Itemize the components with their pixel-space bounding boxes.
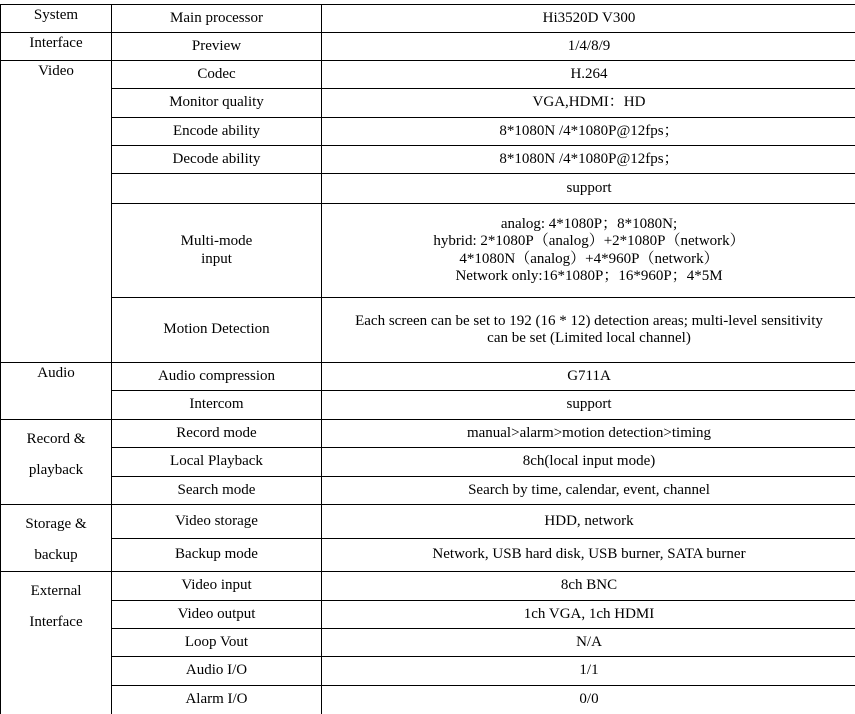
spec-label: Encode ability xyxy=(112,118,322,146)
table-row xyxy=(1,204,855,298)
table-row xyxy=(1,298,855,363)
spec-label: Video output xyxy=(112,601,322,629)
spec-label: Preview xyxy=(112,33,322,61)
category-storage-backup xyxy=(1,505,112,572)
category-system: System xyxy=(1,5,112,33)
table-row xyxy=(1,505,855,539)
table-row xyxy=(1,118,855,146)
spec-value: 8ch BNC xyxy=(322,572,855,601)
spec-value: 1/4/8/9 xyxy=(322,33,855,61)
category-line: Interface xyxy=(1,607,111,638)
spec-value: G711A xyxy=(322,363,855,391)
spec-value: 8*1080N /4*1080P@12fps； xyxy=(322,146,855,174)
table-row xyxy=(1,420,855,448)
spec-value: HDD, network xyxy=(322,505,855,539)
category-line: playback xyxy=(1,455,111,486)
spec-table xyxy=(0,4,855,714)
spec-label: Monitor quality xyxy=(112,89,322,118)
table-row xyxy=(1,146,855,174)
category-video: Video xyxy=(1,61,112,363)
category-interface: Interface xyxy=(1,33,112,61)
multi-mode-label-line: Multi-mode xyxy=(112,233,321,250)
spec-label: Backup mode xyxy=(112,538,322,572)
spec-label: Audio compression xyxy=(112,363,322,391)
spec-value: Hi3520D V300 xyxy=(322,5,855,33)
spec-label: Video input xyxy=(112,572,322,601)
table-row xyxy=(1,572,855,601)
spec-label: Video storage xyxy=(112,505,322,539)
spec-value: H.264 xyxy=(322,61,855,89)
spec-label: Main processor xyxy=(112,5,322,33)
table-row xyxy=(1,477,855,505)
table-row xyxy=(1,686,855,714)
table-row xyxy=(1,448,855,477)
multi-mode-label-line: input xyxy=(112,251,321,268)
category-external-interface xyxy=(1,572,112,714)
spec-label: Local Playback xyxy=(112,448,322,477)
spec-value: 8ch(local input mode) xyxy=(322,448,855,477)
table-row xyxy=(1,89,855,118)
spec-value: 0/0 xyxy=(322,686,855,714)
category-line: Record & xyxy=(1,424,111,455)
spec-value: 1ch VGA, 1ch HDMI xyxy=(322,601,855,629)
category-line: Storage & xyxy=(1,509,111,540)
spec-label: Alarm I/O xyxy=(112,686,322,714)
category-line: External xyxy=(1,576,111,607)
table-row xyxy=(1,629,855,657)
spec-label: Codec xyxy=(112,61,322,89)
table-row xyxy=(1,174,855,204)
multi-mode-label xyxy=(112,204,322,298)
spec-label: Audio I/O xyxy=(112,657,322,686)
spec-value: N/A xyxy=(322,629,855,657)
spec-value: manual>alarm>motion detection>timing xyxy=(322,420,855,448)
multi-mode-value-line: 4*1080N（analog）+4*960P（network） xyxy=(322,251,855,268)
table-row xyxy=(1,5,855,33)
motion-detection-value-line: Each screen can be set to 192 (16 * 12) detection areas; multi-level sensitivity xyxy=(322,313,855,330)
table-row xyxy=(1,601,855,629)
spec-label: Intercom xyxy=(112,391,322,420)
spec-label: Record mode xyxy=(112,420,322,448)
motion-detection-value xyxy=(322,298,855,363)
multi-mode-value-line: analog: 4*1080P；8*1080N; xyxy=(322,216,855,233)
spec-label: Loop Vout xyxy=(112,629,322,657)
spec-value: support xyxy=(322,391,855,420)
spec-value: Search by time, calendar, event, channel xyxy=(322,477,855,505)
spec-value: Network, USB hard disk, USB burner, SATA burner xyxy=(322,538,855,572)
table-row xyxy=(1,657,855,686)
category-audio: Audio xyxy=(1,363,112,420)
table-row xyxy=(1,61,855,89)
category-record-playback xyxy=(1,420,112,505)
spec-label: Search mode xyxy=(112,477,322,505)
motion-detection-label: Motion Detection xyxy=(112,298,322,363)
spec-value: support xyxy=(322,174,855,204)
table-row xyxy=(1,363,855,391)
multi-mode-value-line: hybrid: 2*1080P（analog）+2*1080P（network） xyxy=(322,233,855,250)
spec-value: VGA,HDMI：HD xyxy=(322,89,855,118)
spec-value: 8*1080N /4*1080P@12fps； xyxy=(322,118,855,146)
motion-detection-value-line: can be set (Limited local channel) xyxy=(322,330,855,347)
spec-label xyxy=(112,174,322,204)
category-line: backup xyxy=(1,540,111,571)
table-row xyxy=(1,538,855,572)
spec-label: Decode ability xyxy=(112,146,322,174)
spec-value: 1/1 xyxy=(322,657,855,686)
table-row xyxy=(1,33,855,61)
table-row xyxy=(1,391,855,420)
multi-mode-value xyxy=(322,204,855,298)
multi-mode-value-line: Network only:16*1080P；16*960P；4*5M xyxy=(322,268,855,285)
